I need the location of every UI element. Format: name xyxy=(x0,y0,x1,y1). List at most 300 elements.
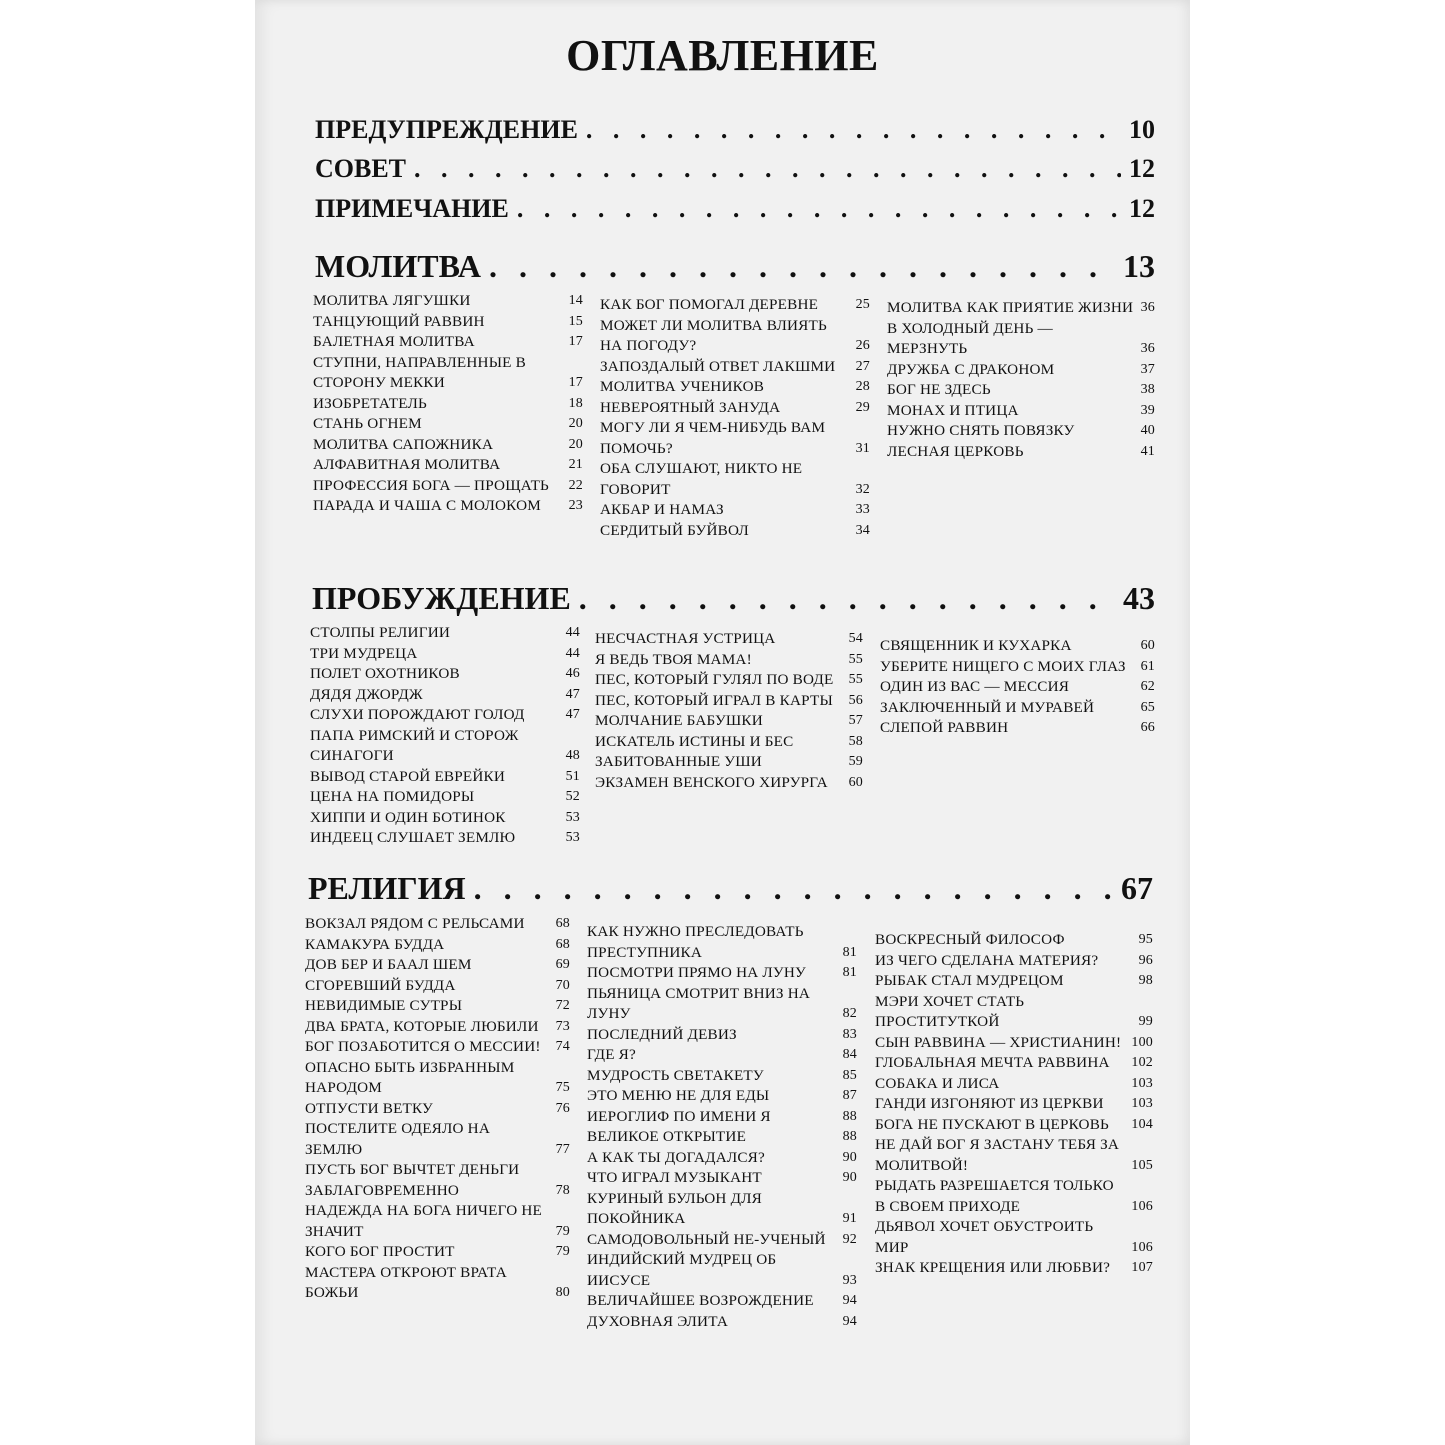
toc-item-page: 84 xyxy=(842,1047,857,1062)
toc-item-page: 83 xyxy=(842,1026,857,1042)
toc-item xyxy=(880,718,1155,739)
toc-item xyxy=(587,1291,857,1312)
toc-item xyxy=(875,1176,1153,1217)
toc-item-page: 26 xyxy=(855,338,870,353)
toc-item-title: СГОРЕВШИЙ БУДДА xyxy=(305,976,456,994)
toc-item-page: 82 xyxy=(842,1006,857,1021)
toc-item-title: ТРИ МУДРЕЦА xyxy=(310,644,418,662)
toc-item-page: 33 xyxy=(855,502,870,517)
section-column xyxy=(600,295,870,541)
toc-item-title: ПОСЛЕДНИЙ ДЕВИЗ xyxy=(587,1025,737,1043)
toc-item-title: САМОДОВОЛЬНЫЙ НЕ-УЧЕНЫЙ xyxy=(587,1230,826,1248)
toc-item xyxy=(305,1058,570,1099)
toc-item xyxy=(305,1263,570,1304)
toc-item-page: 17 xyxy=(568,334,583,349)
toc-item-title: МОНАХ И ПТИЦА xyxy=(887,401,1019,419)
toc-item xyxy=(313,353,583,394)
toc-item xyxy=(887,360,1155,381)
toc-item xyxy=(887,442,1155,463)
toc-item xyxy=(875,1094,1153,1115)
toc-item-page: 61 xyxy=(1140,658,1155,674)
section-column xyxy=(310,623,580,849)
toc-item-page: 80 xyxy=(555,1285,570,1300)
toc-item-page: 59 xyxy=(848,754,863,769)
toc-item xyxy=(587,1127,857,1148)
toc-item-title: СВЯЩЕННИК И КУХАРКА xyxy=(880,637,1072,654)
toc-item-page: 66 xyxy=(1140,720,1155,735)
toc-item-title: ДРУЖБА С ДРАКОНОМ xyxy=(887,360,1055,378)
toc-item-title: ЭКЗАМЕН ВЕНСКОГО ХИРУРГА xyxy=(595,773,828,791)
toc-item xyxy=(313,435,583,456)
toc-item xyxy=(305,914,570,935)
toc-item xyxy=(587,1230,857,1251)
toc-item xyxy=(875,930,1153,951)
toc-item xyxy=(880,636,1155,657)
entry-page: 12 xyxy=(1129,194,1155,223)
toc-item-title: МОГУ ЛИ Я ЧЕМ-НИБУДЬ ВАМ ПОМОЧЬ? xyxy=(600,419,826,457)
toc-item-title: ЭТО МЕНЮ НЕ ДЛЯ ЕДЫ xyxy=(587,1087,770,1104)
toc-item-title: НЕСЧАСТНАЯ УСТРИЦА xyxy=(595,630,776,647)
toc-item-page: 47 xyxy=(565,686,580,702)
section-title: ПРОБУЖДЕНИЕ xyxy=(312,580,571,616)
toc-entry-warning xyxy=(315,115,1155,145)
toc-item-page: 32 xyxy=(855,481,870,497)
toc-item-title: ХИППИ И ОДИН БОТИНОК xyxy=(310,808,506,826)
toc-item xyxy=(313,476,583,497)
toc-item-title: ПАРАДА И ЧАША С МОЛОКОМ xyxy=(313,497,541,514)
toc-item xyxy=(587,1312,857,1333)
toc-item-title: ОПАСНО БЫТЬ ИЗБРАННЫМ НАРОДОМ xyxy=(305,1058,515,1096)
toc-item-page: 87 xyxy=(842,1088,857,1103)
toc-item-page: 31 xyxy=(855,440,870,456)
toc-item xyxy=(875,1074,1153,1095)
toc-item xyxy=(313,414,583,435)
toc-item-page: 90 xyxy=(842,1170,857,1185)
toc-item-title: ИСКАТЕЛЬ ИСТИНЫ И БЕС xyxy=(595,732,794,750)
entry-title: СОВЕТ xyxy=(315,154,407,183)
toc-item xyxy=(305,1017,570,1038)
toc-item-page: 107 xyxy=(1131,1260,1153,1275)
toc-item-page: 70 xyxy=(555,977,570,993)
toc-item-title: МОЛИТВА КАК ПРИЯТИЕ ЖИЗНИ xyxy=(887,299,1134,316)
toc-item xyxy=(587,1066,857,1087)
toc-item-title: БАЛЕТНАЯ МОЛИТВА xyxy=(313,333,475,350)
toc-item xyxy=(310,726,580,767)
toc-item xyxy=(887,380,1155,401)
toc-item xyxy=(875,1217,1153,1258)
toc-item-title: ВОСКРЕСНЫЙ ФИЛОСОФ xyxy=(875,931,1065,948)
section-column xyxy=(887,298,1155,462)
toc-item xyxy=(313,291,583,312)
toc-item-page: 40 xyxy=(1140,423,1155,438)
toc-item-page: 39 xyxy=(1140,402,1155,418)
toc-item xyxy=(587,1086,857,1107)
toc-item-page: 69 xyxy=(555,957,570,972)
toc-item-title: ПОСТЕЛИТЕ ОДЕЯЛО НА ЗЕМЛЮ xyxy=(305,1120,491,1158)
toc-item-title: РЫБАК СТАЛ МУДРЕЦОМ xyxy=(875,972,1064,989)
toc-item xyxy=(310,808,580,829)
toc-item-title: ПОСМОТРИ ПРЯМО НА ЛУНУ xyxy=(587,964,806,981)
toc-item-title: ИНДИЙСКИЙ МУДРЕЦ ОБ ИИСУСЕ xyxy=(587,1251,777,1289)
toc-item-title: МАСТЕРА ОТКРОЮТ ВРАТА БОЖЬИ xyxy=(305,1263,507,1301)
toc-item xyxy=(310,623,580,644)
toc-item-page: 74 xyxy=(555,1039,570,1054)
toc-item-title: МЭРИ ХОЧЕТ СТАТЬ ПРОСТИТУТКОЙ xyxy=(875,992,1025,1030)
toc-item-title: ВЫВОД СТАРОЙ ЕВРЕЙКИ xyxy=(310,767,506,785)
toc-item xyxy=(600,521,870,542)
toc-item-page: 104 xyxy=(1131,1116,1153,1132)
entry-page: 12 xyxy=(1129,154,1155,183)
section-page: 13 xyxy=(1123,248,1155,284)
toc-item xyxy=(595,711,863,732)
toc-item-page: 20 xyxy=(568,416,583,431)
toc-item-title: ОДИН ИЗ ВАС — МЕССИЯ xyxy=(880,678,1070,695)
book-page xyxy=(255,0,1190,1445)
toc-item xyxy=(587,1107,857,1128)
toc-item-title: ПАПА РИМСКИЙ И СТОРОЖ СИНАГОГИ xyxy=(310,726,519,764)
toc-item-page: 23 xyxy=(568,498,583,513)
toc-item-title: НЕВЕРОЯТНЫЙ ЗАНУДА xyxy=(600,398,781,416)
toc-item-page: 72 xyxy=(555,998,570,1013)
toc-item xyxy=(313,496,583,517)
toc-item xyxy=(305,996,570,1017)
toc-item-page: 75 xyxy=(555,1080,570,1095)
toc-item-page: 36 xyxy=(1140,341,1155,356)
toc-item xyxy=(587,922,857,963)
toc-item-page: 81 xyxy=(842,944,857,960)
toc-item-title: СОБАКА И ЛИСА xyxy=(875,1074,1000,1092)
toc-item-page: 103 xyxy=(1131,1075,1153,1091)
toc-item xyxy=(305,1242,570,1263)
toc-item xyxy=(600,500,870,521)
dot-leader xyxy=(474,870,1113,907)
toc-item-title: СТУПНИ, НАПРАВЛЕННЫЕ В СТОРОНУ МЕККИ xyxy=(313,353,526,391)
toc-item xyxy=(887,319,1155,360)
toc-item-title: ЛЕСНАЯ ЦЕРКОВЬ xyxy=(887,442,1024,460)
toc-item-page: 92 xyxy=(842,1231,857,1247)
toc-item-title: Я ВЕДЬ ТВОЯ МАМА! xyxy=(595,650,752,668)
toc-item-page: 15 xyxy=(568,313,583,329)
toc-item-title: БОГА НЕ ПУСКАЮТ В ЦЕРКОВЬ xyxy=(875,1115,1109,1133)
toc-item-page: 14 xyxy=(568,293,583,308)
toc-item-page: 102 xyxy=(1131,1055,1153,1070)
toc-item xyxy=(595,691,863,712)
toc-item xyxy=(587,1148,857,1169)
toc-item-page: 94 xyxy=(842,1293,857,1308)
toc-item-title: СЫН РАВВИНА — ХРИСТИАНИН! xyxy=(875,1033,1122,1051)
toc-item xyxy=(595,732,863,753)
toc-item xyxy=(595,670,863,691)
toc-item-title: ГЛОБАЛЬНАЯ МЕЧТА РАВВИНА xyxy=(875,1054,1110,1071)
toc-item-page: 60 xyxy=(1140,638,1155,653)
toc-item-page: 20 xyxy=(568,436,583,452)
toc-item-title: ПРОФЕССИЯ БОГА — ПРОЩАТЬ xyxy=(313,476,549,494)
toc-item-title: ПУСТЬ БОГ ВЫЧТЕТ ДЕНЬГИ ЗАБЛАГОВРЕМЕННО xyxy=(305,1161,520,1199)
toc-item-page: 55 xyxy=(848,672,863,687)
toc-item-page: 58 xyxy=(848,733,863,749)
toc-item xyxy=(887,421,1155,442)
toc-item xyxy=(310,828,580,849)
toc-item-page: 103 xyxy=(1131,1096,1153,1111)
toc-item-page: 57 xyxy=(848,713,863,728)
toc-item xyxy=(310,644,580,665)
toc-item-page: 96 xyxy=(1138,952,1153,968)
toc-item-page: 81 xyxy=(842,965,857,980)
toc-item-page: 88 xyxy=(842,1129,857,1144)
toc-item-page: 41 xyxy=(1140,443,1155,459)
toc-item-title: КАК БОГ ПОМОГАЛ ДЕРЕВНЕ xyxy=(600,296,819,313)
toc-item-title: ИНДЕЕЦ СЛУШАЕТ ЗЕМЛЮ xyxy=(310,829,516,846)
toc-item-title: СЛУХИ ПОРОЖДАЮТ ГОЛОД xyxy=(310,706,525,723)
toc-item-title: ПЕС, КОТОРЫЙ ГУЛЯЛ ПО ВОДЕ xyxy=(595,671,834,688)
toc-item-title: СЕРДИТЫЙ БУЙВОЛ xyxy=(600,521,749,539)
toc-item xyxy=(587,963,857,984)
toc-item-title: ДВА БРАТА, КОТОРЫЕ ЛЮБИЛИ xyxy=(305,1017,539,1035)
toc-item-page: 29 xyxy=(855,399,870,415)
toc-item-page: 37 xyxy=(1140,361,1155,377)
toc-item-title: ДУХОВНАЯ ЭЛИТА xyxy=(587,1312,729,1330)
toc-item-page: 93 xyxy=(842,1272,857,1288)
entry-page: 10 xyxy=(1129,115,1155,144)
toc-item-title: КАМАКУРА БУДДА xyxy=(305,935,445,953)
toc-item xyxy=(310,767,580,788)
toc-item-page: 68 xyxy=(555,936,570,952)
toc-item-page: 18 xyxy=(568,395,583,411)
toc-item-page: 25 xyxy=(855,297,870,312)
toc-item xyxy=(600,357,870,378)
toc-item xyxy=(600,377,870,398)
toc-item xyxy=(587,1250,857,1291)
toc-item-title: МОЛИТВА ЛЯГУШКИ xyxy=(313,292,471,309)
toc-item xyxy=(880,698,1155,719)
toc-item xyxy=(587,1189,857,1230)
toc-item xyxy=(305,935,570,956)
toc-item-title: ИЕРОГЛИФ ПО ИМЕНИ Я xyxy=(587,1107,771,1125)
entry-title: ПРЕДУПРЕЖДЕНИЕ xyxy=(315,115,578,144)
toc-item xyxy=(595,629,863,650)
toc-item-page: 91 xyxy=(842,1211,857,1226)
toc-item-title: АКБАР И НАМАЗ xyxy=(600,501,724,518)
section-column xyxy=(595,629,863,793)
toc-item xyxy=(875,1053,1153,1074)
toc-item-page: 36 xyxy=(1140,300,1155,315)
toc-item-title: МОЛЧАНИЕ БАБУШКИ xyxy=(595,712,763,729)
section-heading-religion xyxy=(308,870,1153,907)
toc-item xyxy=(310,664,580,685)
toc-item-page: 28 xyxy=(855,379,870,394)
toc-item-title: НЕВИДИМЫЕ СУТРЫ xyxy=(305,997,463,1014)
toc-item-title: МОЛИТВА УЧЕНИКОВ xyxy=(600,378,765,395)
toc-item-title: ПЬЯНИЦА СМОТРИТ ВНИЗ НА ЛУНУ xyxy=(587,984,811,1022)
toc-item-title: ЦЕНА НА ПОМИДОРЫ xyxy=(310,788,475,805)
toc-item xyxy=(880,657,1155,678)
toc-item-page: 21 xyxy=(568,457,583,472)
toc-item-title: КАК НУЖНО ПРЕСЛЕДОВАТЬ ПРЕСТУПНИКА xyxy=(587,923,804,961)
section-column xyxy=(875,930,1153,1279)
section-column xyxy=(313,291,583,517)
toc-item-title: ПОЛЕТ ОХОТНИКОВ xyxy=(310,665,460,682)
section-title: МОЛИТВА xyxy=(315,248,482,284)
toc-item-page: 48 xyxy=(565,748,580,763)
toc-item-title: МОЛИТВА САПОЖНИКА xyxy=(313,435,494,453)
toc-item-page: 53 xyxy=(565,809,580,825)
toc-item-page: 105 xyxy=(1131,1157,1153,1173)
toc-entry-note xyxy=(315,194,1155,224)
toc-item-title: ДЯДЯ ДЖОРДЖ xyxy=(310,685,423,703)
toc-item xyxy=(600,398,870,419)
toc-item-title: СТАНЬ ОГНЕМ xyxy=(313,415,422,432)
toc-item-page: 78 xyxy=(555,1182,570,1198)
toc-entry-advice xyxy=(315,154,1155,184)
toc-item xyxy=(880,677,1155,698)
toc-item xyxy=(600,316,870,357)
toc-item-page: 68 xyxy=(555,916,570,931)
toc-item-title: ПЕС, КОТОРЫЙ ИГРАЛ В КАРТЫ xyxy=(595,691,833,709)
toc-item-title: СЛЕПОЙ РАВВИН xyxy=(880,719,1009,736)
toc-item-page: 94 xyxy=(842,1313,857,1329)
toc-item xyxy=(875,1115,1153,1136)
toc-item-page: 52 xyxy=(565,789,580,804)
toc-item xyxy=(587,984,857,1025)
entry-title: ПРИМЕЧАНИЕ xyxy=(315,194,509,223)
toc-item-title: АЛФАВИТНАЯ МОЛИТВА xyxy=(313,456,501,473)
toc-item xyxy=(600,295,870,316)
toc-item xyxy=(310,685,580,706)
toc-item-page: 53 xyxy=(565,830,580,845)
toc-item xyxy=(305,1099,570,1120)
toc-item-page: 46 xyxy=(565,666,580,681)
toc-item-page: 54 xyxy=(848,631,863,646)
toc-item xyxy=(875,951,1153,972)
toc-item-title: ДОВ БЕР И БААЛ ШЕМ xyxy=(305,956,472,973)
toc-item xyxy=(305,955,570,976)
toc-item-page: 44 xyxy=(565,625,580,640)
toc-item-title: А КАК ТЫ ДОГАДАЛСЯ? xyxy=(587,1148,765,1166)
toc-item-page: 44 xyxy=(565,645,580,661)
toc-item xyxy=(887,401,1155,422)
toc-item xyxy=(875,1033,1153,1054)
toc-item-page: 95 xyxy=(1138,932,1153,947)
toc-item-title: ОТПУСТИ ВЕТКУ xyxy=(305,1099,434,1117)
toc-item-title: ВЕЛИКОЕ ОТКРЫТИЕ xyxy=(587,1128,747,1145)
toc-item-page: 73 xyxy=(555,1018,570,1034)
toc-item xyxy=(313,394,583,415)
toc-item-title: МОЖЕТ ЛИ МОЛИТВА ВЛИЯТЬ НА ПОГОДУ? xyxy=(600,316,827,354)
toc-item xyxy=(600,418,870,459)
dot-leader xyxy=(586,115,1121,145)
toc-item xyxy=(875,992,1153,1033)
toc-item-title: ГАНДИ ИЗГОНЯЮТ ИЗ ЦЕРКВИ xyxy=(875,1095,1104,1112)
section-title: РЕЛИГИЯ xyxy=(308,870,466,906)
toc-item-title: КОГО БОГ ПРОСТИТ xyxy=(305,1243,455,1260)
toc-item-title: ОБА СЛУШАЮТ, НИКТО НЕ ГОВОРИТ xyxy=(600,460,803,498)
section-page: 67 xyxy=(1121,870,1153,906)
toc-item-page: 38 xyxy=(1140,382,1155,397)
toc-item-title: НАДЕЖДА НА БОГА НИЧЕГО НЕ ЗНАЧИТ xyxy=(305,1202,543,1240)
toc-item-page: 79 xyxy=(555,1244,570,1259)
toc-item-title: БОГ НЕ ЗДЕСЬ xyxy=(887,381,991,398)
toc-item-title: ИЗОБРЕТАТЕЛЬ xyxy=(313,394,427,412)
page-heading: ОГЛАВЛЕНИЕ xyxy=(566,31,879,80)
toc-item-title: УБЕРИТЕ НИЩЕГО С МОИХ ГЛАЗ xyxy=(880,657,1126,675)
toc-item xyxy=(595,650,863,671)
toc-item xyxy=(305,1160,570,1201)
toc-item xyxy=(887,298,1155,319)
section-heading-prayer xyxy=(315,248,1155,285)
toc-item-title: ЗАПОЗДАЛЫЙ ОТВЕТ ЛАКШМИ xyxy=(600,357,836,375)
toc-item xyxy=(875,1258,1153,1279)
toc-item xyxy=(595,773,863,794)
toc-item-title: ЧТО ИГРАЛ МУЗЫКАНТ xyxy=(587,1169,762,1186)
toc-item-title: НЕ ДАЙ БОГ Я ЗАСТАНУ ТЕБЯ ЗА МОЛИТВОЙ! xyxy=(875,1136,1120,1174)
section-page: 43 xyxy=(1123,580,1155,616)
dot-leader xyxy=(489,248,1115,285)
toc-item-title: РЫДАТЬ РАЗРЕШАЕТСЯ ТОЛЬКО В СВОЕМ ПРИХОДЕ xyxy=(875,1177,1114,1215)
toc-item-title: НУЖНО СНЯТЬ ПОВЯЗКУ xyxy=(887,422,1075,439)
dot-leader xyxy=(414,154,1121,184)
toc-item-title: ТАНЦУЮЩИЙ РАВВИН xyxy=(313,312,485,330)
toc-item xyxy=(310,787,580,808)
toc-item xyxy=(305,1119,570,1160)
toc-item-page: 56 xyxy=(848,692,863,708)
toc-item-page: 17 xyxy=(568,375,583,390)
toc-item-title: ДЬЯВОЛ ХОЧЕТ ОБУСТРОИТЬ МИР xyxy=(875,1218,1094,1256)
toc-item-title: В ХОЛОДНЫЙ ДЕНЬ — МЕРЗНУТЬ xyxy=(887,319,1053,357)
toc-item xyxy=(587,1025,857,1046)
toc-item-page: 65 xyxy=(1140,699,1155,715)
toc-item-page: 47 xyxy=(565,707,580,722)
toc-item-title: БОГ ПОЗАБОТИТСЯ О МЕССИИ! xyxy=(305,1038,541,1055)
dot-leader xyxy=(579,580,1115,617)
toc-item-title: ГДЕ Я? xyxy=(587,1046,636,1063)
toc-item xyxy=(587,1168,857,1189)
toc-item xyxy=(595,752,863,773)
toc-item-title: ИЗ ЧЕГО СДЕЛАНА МАТЕРИЯ? xyxy=(875,951,1099,969)
toc-item-page: 76 xyxy=(555,1100,570,1116)
toc-item-title: ЗАКЛЮЧЕННЫЙ И МУРАВЕЙ xyxy=(880,698,1095,716)
dot-leader xyxy=(517,194,1121,224)
toc-item-title: ЗНАК КРЕЩЕНИЯ ИЛИ ЛЮБВИ? xyxy=(875,1259,1111,1276)
toc-item xyxy=(305,1201,570,1242)
toc-item-title: ВОКЗАЛ РЯДОМ С РЕЛЬСАМИ xyxy=(305,915,525,932)
toc-item xyxy=(600,459,870,500)
toc-item-page: 51 xyxy=(565,768,580,784)
toc-item xyxy=(313,455,583,476)
section-column xyxy=(880,636,1155,739)
toc-item-page: 34 xyxy=(855,522,870,538)
toc-item-page: 88 xyxy=(842,1108,857,1124)
section-column xyxy=(305,914,570,1304)
toc-item-page: 62 xyxy=(1140,679,1155,694)
toc-item-page: 60 xyxy=(848,774,863,790)
toc-item-page: 79 xyxy=(555,1223,570,1239)
toc-item-page: 106 xyxy=(1131,1198,1153,1214)
toc-item-page: 85 xyxy=(842,1067,857,1083)
toc-item-title: СТОЛПЫ РЕЛИГИИ xyxy=(310,624,451,641)
toc-item-page: 22 xyxy=(568,477,583,493)
toc-item-page: 99 xyxy=(1138,1014,1153,1029)
toc-item-page: 90 xyxy=(842,1149,857,1165)
toc-item-page: 77 xyxy=(555,1141,570,1157)
section-heading-awakening xyxy=(312,580,1155,617)
toc-item xyxy=(313,332,583,353)
toc-item xyxy=(875,971,1153,992)
toc-item xyxy=(875,1135,1153,1176)
toc-item xyxy=(305,1037,570,1058)
toc-item xyxy=(310,705,580,726)
toc-item-page: 106 xyxy=(1131,1239,1153,1255)
toc-item-page: 27 xyxy=(855,358,870,374)
